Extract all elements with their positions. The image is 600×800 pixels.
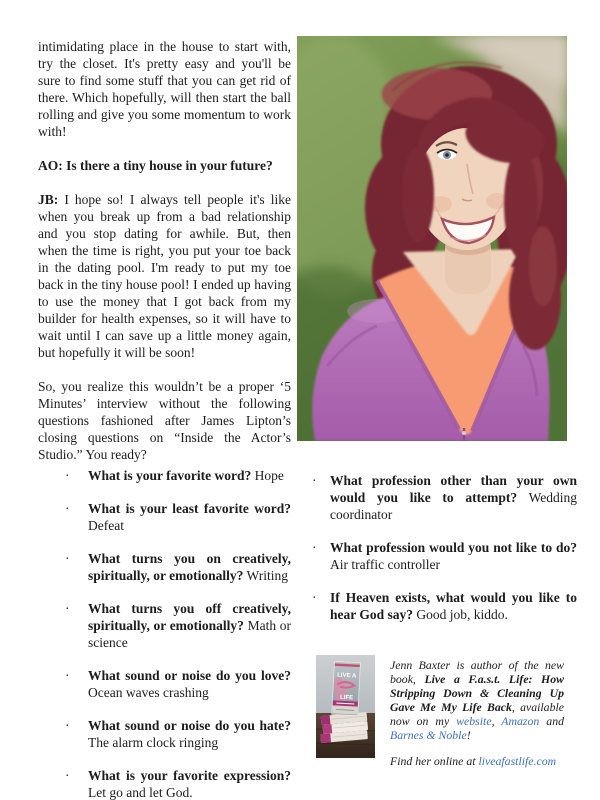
qa-item (38, 550, 291, 584)
question-text: What turns you on creatively, spiritually, or emotionally? (88, 551, 291, 583)
right-text-column (305, 472, 577, 639)
answer-text: Air traffic controller (330, 557, 440, 572)
standing-book (330, 661, 361, 715)
question-text: What turns you off creatively, spiritually, or emotionally? (88, 601, 291, 633)
promo-mid: , available now on my (390, 700, 564, 728)
answer-text: Hope (254, 468, 284, 483)
answer-text: Wedding coordinator (330, 490, 577, 522)
interviewer-question: AO: Is there a tiny house in your future? (38, 158, 273, 173)
left-text-column (38, 38, 291, 800)
interviewee-answer (38, 191, 291, 361)
question-text: What profession other than your own would you like to attempt? (330, 473, 577, 505)
qa-item (38, 717, 291, 751)
bullet-dot: · (65, 468, 70, 483)
bullet-dot: · (65, 768, 70, 783)
paragraph-decluttering: intimidating place in the house to start with, try the closet. It's pretty easy and you'll be sure to find some stuff that you can get rid of there. Which hopefully, will then start the ball rolling and give you some momentum to work with! (38, 39, 291, 139)
qa-item (305, 472, 577, 523)
find-online-line (390, 754, 564, 768)
qa-item (38, 667, 291, 701)
question-list-left (38, 467, 291, 800)
answer-text: Good job, kiddo. (416, 607, 508, 622)
answer-text: Let go and let God. (88, 785, 193, 800)
bullet-dot: · (312, 473, 317, 488)
bullet-dot: · (65, 601, 70, 616)
qa-item (305, 589, 577, 623)
portrait-photo (297, 36, 567, 441)
answer-text: Defeat (88, 518, 124, 533)
question-text: What is your favorite word? (88, 468, 252, 483)
question-text: What sound or noise do you love? (88, 668, 291, 683)
website-link[interactable]: website (456, 714, 492, 728)
liveafastlife-link[interactable]: liveafastlife.com (478, 754, 557, 768)
bullet-dot: · (65, 668, 70, 683)
qa-item (38, 467, 291, 484)
qa-item (38, 500, 291, 534)
answer-text: The alarm clock ringing (88, 735, 219, 750)
question-text: If Heaven exists, what would you like to hear God say? (330, 590, 577, 622)
book-photo (316, 655, 375, 758)
svg-text:LIVE A: LIVE A (337, 672, 357, 680)
lightning-round-intro: So, you realize this wouldn’t be a proper ‘5 Minutes’ interview without the following questions fashioned after James Lipton’s closing questions on “Inside the Actor’s Studio.” You ready? (38, 379, 291, 462)
find-prefix: Find her online at (390, 754, 479, 768)
book-title: Live a F.a.s.t. Life: How Stripping Down & Cleaning Up Gave Me My Life Back (390, 672, 564, 714)
qa-item (38, 600, 291, 651)
question-text: What sound or noise do you hate? (88, 718, 291, 733)
question-text: What profession would you not like to do? (330, 540, 577, 555)
promo-intro: Jenn Baxter is author of the new book, (390, 658, 564, 686)
question-text: What is your favorite expression? (88, 768, 291, 783)
bullet-dot: · (65, 501, 70, 516)
bullet-dot: · (65, 551, 70, 566)
speaker-label: JB: (38, 192, 59, 207)
bullet-dot: · (312, 540, 317, 555)
bullet-dot: · (312, 590, 317, 605)
qa-item (38, 767, 291, 800)
promo-comma: , (491, 714, 502, 728)
qa-item (305, 539, 577, 573)
answer-text: Math or science (88, 618, 291, 650)
svg-text:LIFE: LIFE (339, 694, 354, 702)
question-text: What is your least favorite word? (88, 501, 291, 516)
book-stack (319, 712, 369, 743)
promo-exclamation: ! (466, 728, 471, 742)
promo-and: and (539, 714, 564, 728)
answer-text: Writing (246, 568, 288, 583)
promo-paragraph (390, 658, 564, 742)
answer-text: Ocean waves crashing (88, 685, 209, 700)
author-promo (390, 658, 564, 768)
bullet-dot: · (65, 718, 70, 733)
barnes-noble-link[interactable]: Barnes & Noble (390, 728, 467, 742)
answer-text: I hope so! I always tell people it's like when you break up from a bad relationship and you stop dating for awhile. But, then when the time is right, you put your toe back in the dating pool. I'm ready to put my toe back in the tiny house pool! I ended up having to use the money that I got back from my builder for health expenses, so it will have to wait until I can save up a little money again, but hopefully it will be soon! (38, 192, 291, 360)
amazon-link[interactable]: Amazon (501, 714, 540, 728)
question-list-right (305, 472, 577, 623)
